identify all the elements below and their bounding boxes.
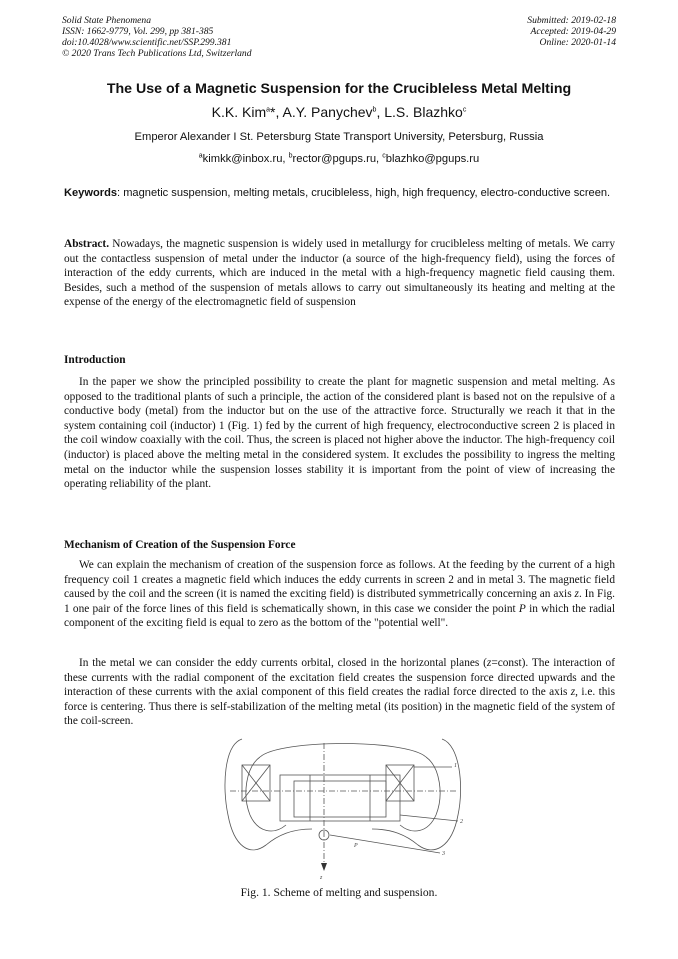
axis-symbol: z: [574, 588, 579, 601]
figure-caption: Fig. 1. Scheme of melting and suspension.: [240, 886, 438, 899]
figure-1-diagram: [220, 737, 466, 882]
field-line-upper: [260, 744, 426, 758]
email-sep: ,: [282, 153, 289, 165]
introduction-paragraph: In the paper we show the principled possibility to create the plant for magnetic suspension and metal melting. As opposed to the traditional plants of such a principle, the action of the considered plant is based not on the repulsive of a conductive body (metal) from the inductor but on the use of the attractive force. Structurally we reach it that in the system containing coil (inductor) 1 (Fig. 1) fed by the current of high frequency, electroconductive screen 2 is placed in the coil window coaxially with the coil. Thus, the screen is placed not higher above the inductor. The high-frequency coil (inductor) is placed above the melting metal in the considered system. It excludes the possibility to ingress the melting metal on the inductor while the suspension losses stability it is important from the point of view of increasing the operating reliability of the plant.: [64, 376, 615, 491]
email-sup: c: [382, 152, 386, 160]
author-name: L.S. Blazhko: [384, 104, 463, 120]
keywords-text: : magnetic suspension, melting metals, crucibleless, high, high frequency, electro-conductive screen.: [117, 187, 611, 199]
point-symbol: P: [518, 602, 526, 615]
accepted-date: Accepted: 2019-04-29: [530, 26, 616, 37]
author-sup: b: [372, 106, 377, 114]
author-sup: c: [462, 106, 467, 114]
label-3: 3: [442, 851, 445, 857]
email-link[interactable]: blazhko@pgups.ru: [385, 153, 480, 165]
z-arrow: [321, 863, 327, 871]
author-sep: *,: [270, 104, 283, 120]
label-p: P: [354, 843, 358, 849]
abstract-label: Abstract.: [64, 238, 110, 250]
text-run: We can explain the mechanism of creation of the suspension force as follows. At the feeding by the current of a high frequency coil 1 creates a magnetic field which induces the eddy currents in screen 2 and in metal 3. The magnetic field caused by the coil and the screen (it is named the exciting field) is distributed symmetrically concerning an axis: [64, 559, 615, 601]
doi-line: doi:10.4028/www.scientific.net/SSP.299.381: [62, 37, 232, 48]
copyright-line: © 2020 Trans Tech Publications Ltd, Switzerland: [62, 48, 252, 59]
label-1: 1: [454, 763, 457, 769]
journal-header-right: [527, 15, 616, 48]
abstract-text: Nowadays, the magnetic suspension is widely used in metallurgy for crucibleless melting of metals. We carry out the contactless suspension of metal under the inductor (a source of the high-frequency field), using the forces of interaction of the eddy currents, which are induced in the metal with a high-frequency magnetic field causing them. Besides, such a method of the suspension of metals allows to carry out simultaneously its heating and melting at the expense of the energy of the electromagnetic field of suspension: [64, 238, 615, 309]
email-list: [0, 153, 678, 165]
text-run: In the metal we can consider the eddy currents orbital, closed in the horizontal planes (: [79, 657, 487, 669]
author-name: A.Y. Panychev: [282, 104, 373, 120]
mechanism-heading: Mechanism of Creation of the Suspension Force: [64, 539, 296, 551]
text-run: in which the radial component of the exciting field is equal to zero as the bottom of the "potential well".: [64, 602, 615, 630]
mechanism-paragraph-2: [64, 656, 615, 729]
field-line-left: [225, 739, 312, 850]
author-list: [0, 104, 678, 120]
field-line-right: [372, 739, 461, 850]
email-sup: b: [288, 152, 293, 160]
text-run: , i.e. this force is centering. Thus there is self-stabilization of the melting metal (its position) in the magnetic field of the system of the coil-screen.: [64, 686, 615, 728]
paper-title: The Use of a Magnetic Suspension for the Crucibleless Metal Melting: [106, 81, 572, 97]
label-2: 2: [460, 819, 463, 825]
journal-header-left: [62, 15, 252, 59]
mechanism-paragraph-1: [64, 558, 615, 631]
keywords: [64, 186, 615, 201]
author-sep: ,: [376, 104, 385, 120]
issn-line: ISSN: 1662-9779, Vol. 299, pp 381-385: [62, 26, 214, 37]
introduction-heading: Introduction: [64, 354, 126, 366]
email-sep: ,: [376, 153, 383, 165]
label-z: z: [320, 875, 323, 881]
journal-name: Solid State Phenomena: [62, 15, 151, 26]
screen-inner: [294, 781, 386, 817]
email-link[interactable]: rector@pgups.ru: [292, 153, 377, 165]
field-line-right-inner: [400, 757, 440, 831]
email-link[interactable]: kimkk@inbox.ru: [202, 153, 283, 165]
affiliation: Emperor Alexander I St. Petersburg State Transport University, Petersburg, Russia: [134, 131, 544, 143]
text-run: =const). The interaction of these currents with the radial component of the excitation field creates the suspension force directed upwards and the interaction of these currents with the axial component of this field creates the radial force directed to the axis: [64, 657, 615, 699]
text-run: . In Fig. 1 one pair of the force lines of this field is schematically shown, in this case we consider the point: [64, 588, 615, 615]
keywords-label: Keywords: [64, 187, 118, 199]
abstract: [64, 237, 615, 310]
axis-symbol: z: [570, 686, 576, 699]
screen: [280, 775, 400, 821]
axis-symbol: z: [486, 657, 492, 669]
email-sup: a: [198, 152, 203, 160]
submitted-date: Submitted: 2019-02-18: [527, 15, 616, 26]
online-date: Online: 2020-01-14: [539, 37, 616, 48]
author-sup: a: [266, 106, 271, 114]
author-name: K.K. Kim: [211, 104, 267, 120]
